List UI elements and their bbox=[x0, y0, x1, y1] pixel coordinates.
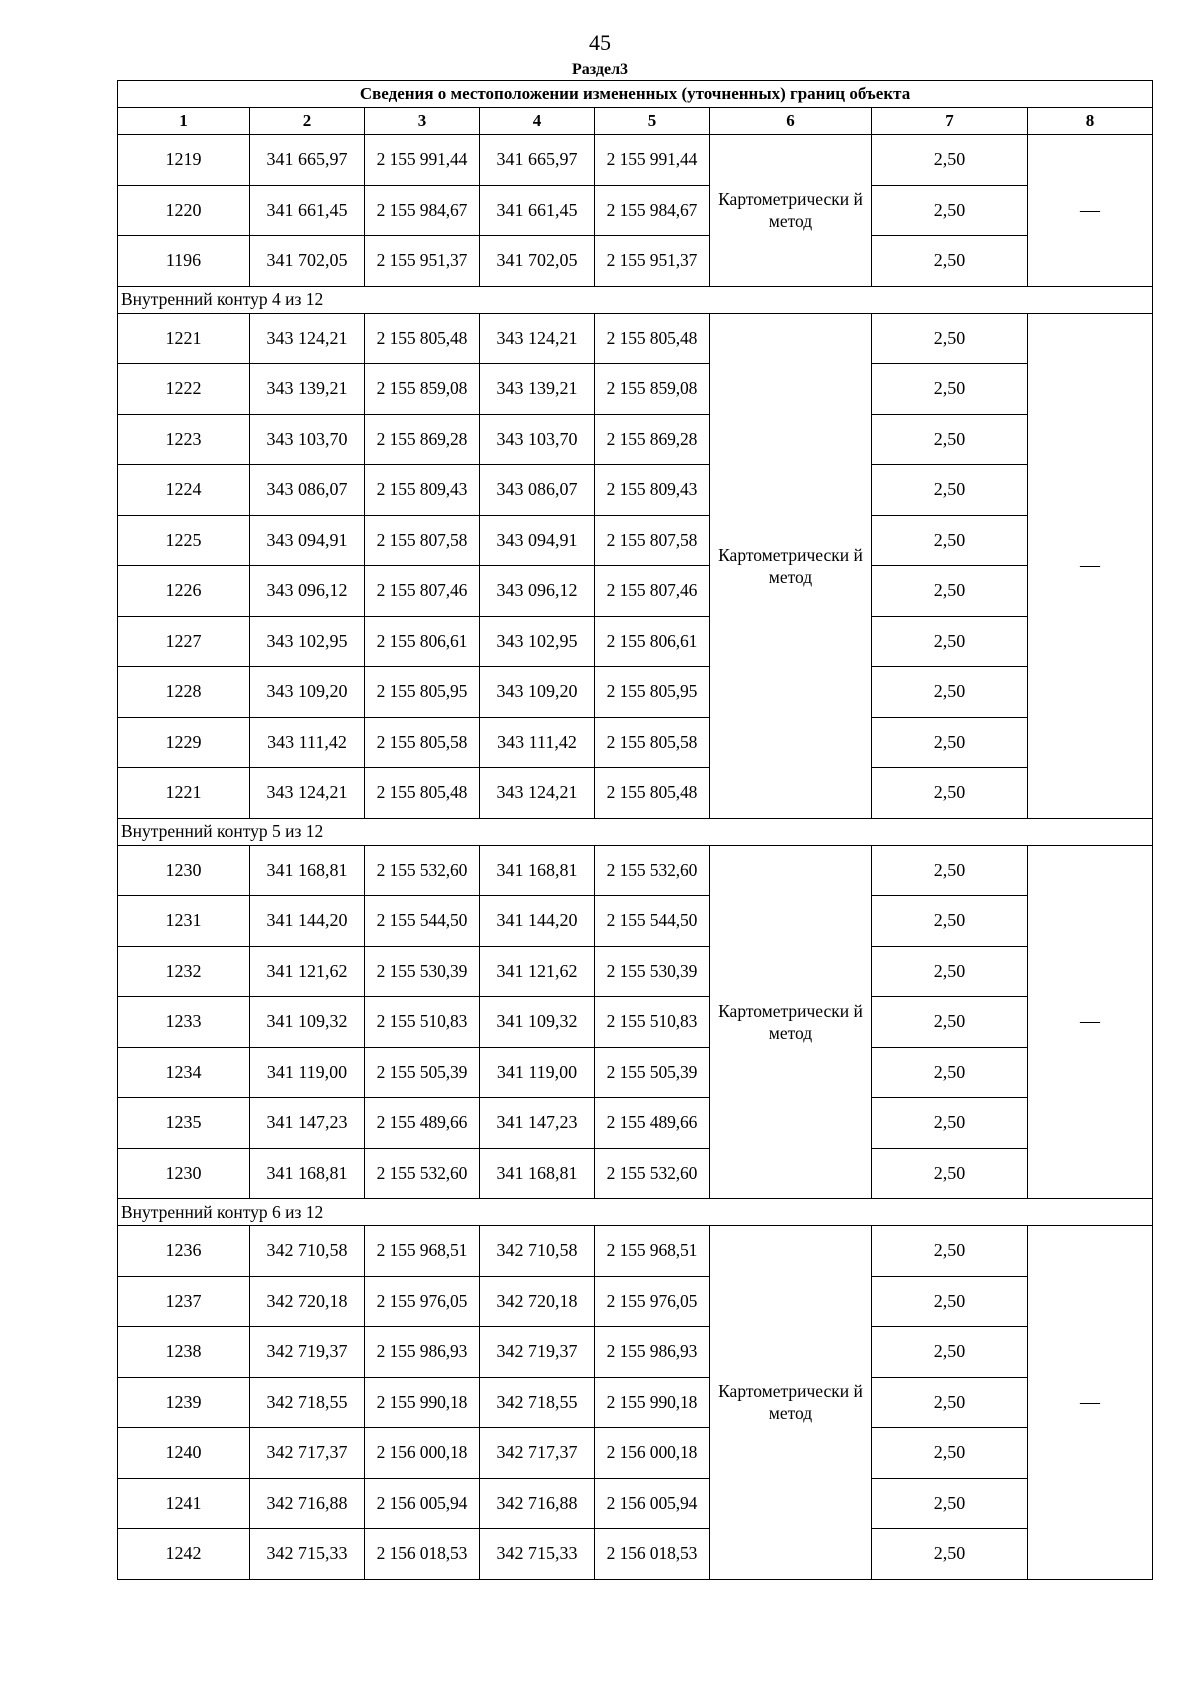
table-row bbox=[118, 364, 1153, 415]
new-y-cell: 2 156 000,18 bbox=[595, 1428, 710, 1479]
existing-y-cell: 2 155 807,46 bbox=[365, 566, 480, 617]
existing-y-cell: 2 155 530,39 bbox=[365, 946, 480, 997]
new-y-cell: 2 155 986,93 bbox=[595, 1327, 710, 1378]
table-row bbox=[118, 997, 1153, 1048]
point-number-cell: 1225 bbox=[118, 515, 250, 566]
contour-label: Внутренний контур 5 из 12 bbox=[118, 818, 1153, 845]
new-x-cell: 343 102,95 bbox=[480, 616, 595, 667]
table-row bbox=[118, 1047, 1153, 1098]
table-row bbox=[118, 768, 1153, 819]
new-x-cell: 342 716,88 bbox=[480, 1478, 595, 1529]
method-cell: Картометрически й метод bbox=[710, 1226, 872, 1580]
existing-x-cell: 343 086,07 bbox=[250, 465, 365, 516]
table-row bbox=[118, 896, 1153, 947]
point-number-cell: 1226 bbox=[118, 566, 250, 617]
new-y-cell: 2 155 807,46 bbox=[595, 566, 710, 617]
accuracy-cell: 2,50 bbox=[872, 185, 1028, 236]
point-number-cell: 1241 bbox=[118, 1478, 250, 1529]
existing-x-cell: 342 716,88 bbox=[250, 1478, 365, 1529]
table-row bbox=[118, 465, 1153, 516]
note-cell: — bbox=[1028, 135, 1153, 287]
existing-x-cell: 343 096,12 bbox=[250, 566, 365, 617]
method-cell: Картометрически й метод bbox=[710, 135, 872, 287]
existing-x-cell: 343 094,91 bbox=[250, 515, 365, 566]
existing-y-cell: 2 155 532,60 bbox=[365, 845, 480, 896]
column-number: 7 bbox=[872, 108, 1028, 135]
new-x-cell: 343 109,20 bbox=[480, 667, 595, 718]
new-x-cell: 342 717,37 bbox=[480, 1428, 595, 1479]
point-number-cell: 1219 bbox=[118, 135, 250, 186]
contour-header-row bbox=[118, 1199, 1153, 1226]
table-caption: Сведения о местоположении измененных (уточненных) границ объекта bbox=[118, 81, 1153, 108]
existing-x-cell: 341 168,81 bbox=[250, 845, 365, 896]
page-number: 45 bbox=[589, 30, 611, 55]
existing-x-cell: 342 710,58 bbox=[250, 1226, 365, 1277]
point-number-cell: 1234 bbox=[118, 1047, 250, 1098]
existing-x-cell: 343 111,42 bbox=[250, 717, 365, 768]
existing-y-cell: 2 155 859,08 bbox=[365, 364, 480, 415]
existing-y-cell: 2 155 805,48 bbox=[365, 313, 480, 364]
accuracy-cell: 2,50 bbox=[872, 566, 1028, 617]
point-number-cell: 1230 bbox=[118, 845, 250, 896]
existing-x-cell: 343 102,95 bbox=[250, 616, 365, 667]
existing-x-cell: 341 661,45 bbox=[250, 185, 365, 236]
new-y-cell: 2 155 510,83 bbox=[595, 997, 710, 1048]
new-x-cell: 341 121,62 bbox=[480, 946, 595, 997]
new-y-cell: 2 156 018,53 bbox=[595, 1529, 710, 1580]
table-row bbox=[118, 1148, 1153, 1199]
table-row bbox=[118, 1478, 1153, 1529]
point-number-cell: 1238 bbox=[118, 1327, 250, 1378]
accuracy-cell: 2,50 bbox=[872, 515, 1028, 566]
new-y-cell: 2 155 968,51 bbox=[595, 1226, 710, 1277]
existing-y-cell: 2 155 986,93 bbox=[365, 1327, 480, 1378]
existing-y-cell: 2 155 805,58 bbox=[365, 717, 480, 768]
existing-y-cell: 2 155 869,28 bbox=[365, 414, 480, 465]
contour-header-row bbox=[118, 286, 1153, 313]
existing-y-cell: 2 155 505,39 bbox=[365, 1047, 480, 1098]
table-row bbox=[118, 845, 1153, 896]
new-y-cell: 2 155 805,48 bbox=[595, 313, 710, 364]
new-y-cell: 2 155 869,28 bbox=[595, 414, 710, 465]
accuracy-cell: 2,50 bbox=[872, 236, 1028, 287]
existing-x-cell: 342 719,37 bbox=[250, 1327, 365, 1378]
existing-y-cell: 2 155 805,95 bbox=[365, 667, 480, 718]
point-number-cell: 1230 bbox=[118, 1148, 250, 1199]
column-number: 2 bbox=[250, 108, 365, 135]
existing-y-cell: 2 155 968,51 bbox=[365, 1226, 480, 1277]
new-x-cell: 342 710,58 bbox=[480, 1226, 595, 1277]
new-y-cell: 2 155 806,61 bbox=[595, 616, 710, 667]
existing-y-cell: 2 155 806,61 bbox=[365, 616, 480, 667]
new-x-cell: 343 124,21 bbox=[480, 768, 595, 819]
existing-x-cell: 343 124,21 bbox=[250, 313, 365, 364]
new-x-cell: 342 720,18 bbox=[480, 1276, 595, 1327]
contour-label: Внутренний контур 6 из 12 bbox=[118, 1199, 1153, 1226]
point-number-cell: 1227 bbox=[118, 616, 250, 667]
accuracy-cell: 2,50 bbox=[872, 1377, 1028, 1428]
point-number-cell: 1224 bbox=[118, 465, 250, 516]
new-x-cell: 343 124,21 bbox=[480, 313, 595, 364]
new-y-cell: 2 155 805,58 bbox=[595, 717, 710, 768]
point-number-cell: 1240 bbox=[118, 1428, 250, 1479]
table-row bbox=[118, 616, 1153, 667]
accuracy-cell: 2,50 bbox=[872, 997, 1028, 1048]
point-number-cell: 1235 bbox=[118, 1098, 250, 1149]
accuracy-cell: 2,50 bbox=[872, 616, 1028, 667]
existing-y-cell: 2 156 005,94 bbox=[365, 1478, 480, 1529]
new-x-cell: 343 139,21 bbox=[480, 364, 595, 415]
column-number: 3 bbox=[365, 108, 480, 135]
accuracy-cell: 2,50 bbox=[872, 313, 1028, 364]
new-x-cell: 341 147,23 bbox=[480, 1098, 595, 1149]
table-row bbox=[118, 1428, 1153, 1479]
accuracy-cell: 2,50 bbox=[872, 1478, 1028, 1529]
column-number: 6 bbox=[710, 108, 872, 135]
new-x-cell: 341 144,20 bbox=[480, 896, 595, 947]
existing-y-cell: 2 155 489,66 bbox=[365, 1098, 480, 1149]
existing-x-cell: 341 168,81 bbox=[250, 1148, 365, 1199]
accuracy-cell: 2,50 bbox=[872, 1276, 1028, 1327]
accuracy-cell: 2,50 bbox=[872, 414, 1028, 465]
accuracy-cell: 2,50 bbox=[872, 1428, 1028, 1479]
new-y-cell: 2 155 859,08 bbox=[595, 364, 710, 415]
existing-y-cell: 2 155 805,48 bbox=[365, 768, 480, 819]
table-row bbox=[118, 1529, 1153, 1580]
table-row bbox=[118, 1327, 1153, 1378]
existing-y-cell: 2 155 990,18 bbox=[365, 1377, 480, 1428]
point-number-cell: 1231 bbox=[118, 896, 250, 947]
existing-x-cell: 341 702,05 bbox=[250, 236, 365, 287]
accuracy-cell: 2,50 bbox=[872, 946, 1028, 997]
point-number-cell: 1232 bbox=[118, 946, 250, 997]
new-x-cell: 341 661,45 bbox=[480, 185, 595, 236]
table-row bbox=[118, 236, 1153, 287]
new-y-cell: 2 155 809,43 bbox=[595, 465, 710, 516]
table-row bbox=[118, 946, 1153, 997]
accuracy-cell: 2,50 bbox=[872, 1327, 1028, 1378]
new-x-cell: 341 109,32 bbox=[480, 997, 595, 1048]
accuracy-cell: 2,50 bbox=[872, 845, 1028, 896]
new-x-cell: 343 111,42 bbox=[480, 717, 595, 768]
accuracy-cell: 2,50 bbox=[872, 1098, 1028, 1149]
new-x-cell: 341 702,05 bbox=[480, 236, 595, 287]
existing-x-cell: 341 665,97 bbox=[250, 135, 365, 186]
new-y-cell: 2 155 990,18 bbox=[595, 1377, 710, 1428]
coordinates-table bbox=[117, 80, 1153, 1580]
new-y-cell: 2 155 489,66 bbox=[595, 1098, 710, 1149]
new-x-cell: 341 168,81 bbox=[480, 1148, 595, 1199]
table-row bbox=[118, 1226, 1153, 1277]
new-y-cell: 2 155 544,50 bbox=[595, 896, 710, 947]
point-number-cell: 1221 bbox=[118, 768, 250, 819]
table-row bbox=[118, 1276, 1153, 1327]
accuracy-cell: 2,50 bbox=[872, 1529, 1028, 1580]
existing-y-cell: 2 156 000,18 bbox=[365, 1428, 480, 1479]
point-number-cell: 1233 bbox=[118, 997, 250, 1048]
existing-x-cell: 341 144,20 bbox=[250, 896, 365, 947]
new-x-cell: 341 119,00 bbox=[480, 1047, 595, 1098]
note-cell: — bbox=[1028, 1226, 1153, 1580]
existing-y-cell: 2 155 532,60 bbox=[365, 1148, 480, 1199]
new-x-cell: 343 094,91 bbox=[480, 515, 595, 566]
existing-y-cell: 2 155 809,43 bbox=[365, 465, 480, 516]
note-cell: — bbox=[1028, 313, 1153, 818]
existing-y-cell: 2 155 984,67 bbox=[365, 185, 480, 236]
existing-y-cell: 2 155 544,50 bbox=[365, 896, 480, 947]
existing-x-cell: 343 124,21 bbox=[250, 768, 365, 819]
point-number-cell: 1196 bbox=[118, 236, 250, 287]
new-x-cell: 343 086,07 bbox=[480, 465, 595, 516]
table-row bbox=[118, 313, 1153, 364]
new-x-cell: 341 665,97 bbox=[480, 135, 595, 186]
section-title: Раздел3 bbox=[571, 61, 629, 78]
existing-x-cell: 341 119,00 bbox=[250, 1047, 365, 1098]
point-number-cell: 1229 bbox=[118, 717, 250, 768]
table-row bbox=[118, 1377, 1153, 1428]
new-x-cell: 342 715,33 bbox=[480, 1529, 595, 1580]
column-number-row bbox=[118, 108, 1153, 135]
existing-y-cell: 2 155 807,58 bbox=[365, 515, 480, 566]
new-y-cell: 2 155 805,48 bbox=[595, 768, 710, 819]
existing-x-cell: 341 109,32 bbox=[250, 997, 365, 1048]
point-number-cell: 1239 bbox=[118, 1377, 250, 1428]
new-y-cell: 2 155 991,44 bbox=[595, 135, 710, 186]
table-row bbox=[118, 717, 1153, 768]
new-y-cell: 2 155 976,05 bbox=[595, 1276, 710, 1327]
existing-x-cell: 342 718,55 bbox=[250, 1377, 365, 1428]
accuracy-cell: 2,50 bbox=[872, 364, 1028, 415]
new-y-cell: 2 155 532,60 bbox=[595, 845, 710, 896]
column-number: 8 bbox=[1028, 108, 1153, 135]
new-y-cell: 2 155 532,60 bbox=[595, 1148, 710, 1199]
point-number-cell: 1223 bbox=[118, 414, 250, 465]
new-y-cell: 2 155 505,39 bbox=[595, 1047, 710, 1098]
existing-y-cell: 2 155 951,37 bbox=[365, 236, 480, 287]
new-y-cell: 2 155 530,39 bbox=[595, 946, 710, 997]
column-number: 5 bbox=[595, 108, 710, 135]
accuracy-cell: 2,50 bbox=[872, 1047, 1028, 1098]
column-number: 1 bbox=[118, 108, 250, 135]
new-x-cell: 342 718,55 bbox=[480, 1377, 595, 1428]
existing-y-cell: 2 155 991,44 bbox=[365, 135, 480, 186]
table-row bbox=[118, 566, 1153, 617]
existing-x-cell: 341 121,62 bbox=[250, 946, 365, 997]
method-cell: Картометрически й метод bbox=[710, 313, 872, 818]
existing-x-cell: 342 717,37 bbox=[250, 1428, 365, 1479]
existing-x-cell: 342 715,33 bbox=[250, 1529, 365, 1580]
table-row bbox=[118, 1098, 1153, 1149]
existing-x-cell: 343 103,70 bbox=[250, 414, 365, 465]
existing-x-cell: 342 720,18 bbox=[250, 1276, 365, 1327]
accuracy-cell: 2,50 bbox=[872, 768, 1028, 819]
new-x-cell: 341 168,81 bbox=[480, 845, 595, 896]
new-x-cell: 342 719,37 bbox=[480, 1327, 595, 1378]
point-number-cell: 1228 bbox=[118, 667, 250, 718]
existing-x-cell: 343 109,20 bbox=[250, 667, 365, 718]
column-number: 4 bbox=[480, 108, 595, 135]
table-row bbox=[118, 185, 1153, 236]
existing-x-cell: 341 147,23 bbox=[250, 1098, 365, 1149]
table-caption-row bbox=[118, 81, 1153, 108]
point-number-cell: 1220 bbox=[118, 185, 250, 236]
new-y-cell: 2 156 005,94 bbox=[595, 1478, 710, 1529]
existing-y-cell: 2 155 510,83 bbox=[365, 997, 480, 1048]
note-cell: — bbox=[1028, 845, 1153, 1199]
point-number-cell: 1237 bbox=[118, 1276, 250, 1327]
table-row bbox=[118, 414, 1153, 465]
new-x-cell: 343 096,12 bbox=[480, 566, 595, 617]
method-cell: Картометрически й метод bbox=[710, 845, 872, 1199]
new-y-cell: 2 155 805,95 bbox=[595, 667, 710, 718]
accuracy-cell: 2,50 bbox=[872, 1148, 1028, 1199]
point-number-cell: 1242 bbox=[118, 1529, 250, 1580]
accuracy-cell: 2,50 bbox=[872, 896, 1028, 947]
point-number-cell: 1222 bbox=[118, 364, 250, 415]
point-number-cell: 1236 bbox=[118, 1226, 250, 1277]
accuracy-cell: 2,50 bbox=[872, 465, 1028, 516]
accuracy-cell: 2,50 bbox=[872, 1226, 1028, 1277]
contour-label: Внутренний контур 4 из 12 bbox=[118, 286, 1153, 313]
existing-y-cell: 2 156 018,53 bbox=[365, 1529, 480, 1580]
accuracy-cell: 2,50 bbox=[872, 667, 1028, 718]
table-row bbox=[118, 135, 1153, 186]
existing-y-cell: 2 155 976,05 bbox=[365, 1276, 480, 1327]
new-x-cell: 343 103,70 bbox=[480, 414, 595, 465]
new-y-cell: 2 155 984,67 bbox=[595, 185, 710, 236]
new-y-cell: 2 155 951,37 bbox=[595, 236, 710, 287]
contour-header-row bbox=[118, 818, 1153, 845]
accuracy-cell: 2,50 bbox=[872, 717, 1028, 768]
point-number-cell: 1221 bbox=[118, 313, 250, 364]
accuracy-cell: 2,50 bbox=[872, 135, 1028, 186]
table-row bbox=[118, 667, 1153, 718]
new-y-cell: 2 155 807,58 bbox=[595, 515, 710, 566]
existing-x-cell: 343 139,21 bbox=[250, 364, 365, 415]
table-body bbox=[118, 81, 1153, 1580]
table-row bbox=[118, 515, 1153, 566]
